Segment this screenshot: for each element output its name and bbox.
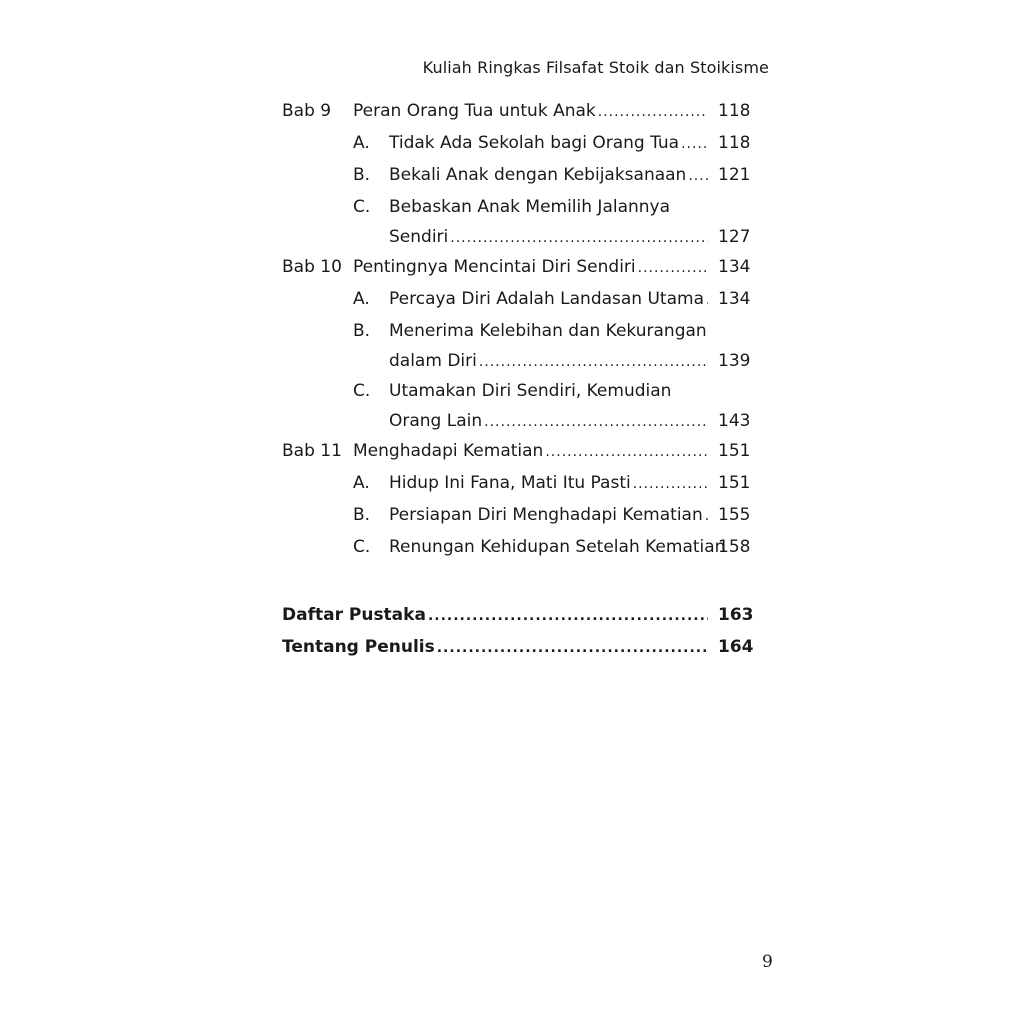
- section-title-line1: Menerima Kelebihan dan Kekurangan: [389, 321, 707, 341]
- section-letter: B.: [353, 165, 371, 185]
- chapter-title: Peran Orang Tua untuk Anak: [353, 101, 596, 121]
- dot-leader: [688, 163, 708, 189]
- page-number: 9: [762, 952, 773, 972]
- chapter-title: Menghadapi Kematian: [353, 441, 544, 461]
- toc-section-11b[interactable]: [282, 502, 756, 534]
- page-ref: 155: [718, 505, 751, 525]
- page-ref: 134: [718, 289, 751, 309]
- dot-leader: [705, 503, 708, 529]
- section-title-line1: Utamakan Diri Sendiri, Kemudian: [389, 381, 672, 401]
- section-title: Percaya Diri Adalah Landasan Utama: [389, 289, 704, 309]
- toc-section-9c[interactable]: [282, 194, 756, 254]
- toc-daftar-pustaka[interactable]: [282, 602, 756, 634]
- page-ref: 127: [718, 227, 751, 247]
- dot-leader: [450, 225, 708, 251]
- section-letter: A.: [353, 133, 370, 153]
- section-letter: A.: [353, 289, 370, 309]
- section-title-line1: Bebaskan Anak Memilih Jalannya: [389, 197, 671, 217]
- toc-section-11c[interactable]: [282, 534, 756, 566]
- section-letter: C.: [353, 197, 371, 217]
- page-ref: 151: [718, 473, 751, 493]
- page-ref: 143: [718, 411, 751, 431]
- section-title: Persiapan Diri Menghadapi Kematian: [389, 505, 703, 525]
- page-ref: 134: [718, 257, 751, 277]
- section-letter: C.: [353, 537, 371, 557]
- toc-tentang-penulis[interactable]: [282, 634, 756, 666]
- dot-leader: [633, 471, 708, 497]
- dot-leader: [545, 439, 708, 465]
- toc-section-11a[interactable]: [282, 470, 756, 502]
- section-title: Renungan Kehidupan Setelah Kematian: [389, 537, 726, 557]
- section-title: Bekali Anak dengan Kebijaksanaan: [389, 165, 687, 185]
- section-letter: C.: [353, 381, 371, 401]
- section-letter: B.: [353, 321, 371, 341]
- page-ref: 163: [718, 605, 754, 625]
- dot-leader: [484, 409, 708, 435]
- running-header: Kuliah Ringkas Filsafat Stoik dan Stoikisme: [422, 58, 769, 77]
- toc-section-10a[interactable]: [282, 286, 756, 318]
- dot-leader: [598, 99, 708, 125]
- page-ref: 151: [718, 441, 751, 461]
- page-ref: 118: [718, 101, 751, 121]
- dot-leader: [437, 635, 708, 661]
- section-title: Tidak Ada Sekolah bagi Orang Tua: [389, 133, 680, 153]
- section-letter: A.: [353, 473, 370, 493]
- toc-section-10c[interactable]: [282, 378, 756, 438]
- page-ref: 121: [718, 165, 751, 185]
- chapter-label: Bab 10: [282, 257, 342, 277]
- chapter-label: Bab 11: [282, 441, 342, 461]
- section-title: Hidup Ini Fana, Mati Itu Pasti: [389, 473, 631, 493]
- dot-leader: [681, 131, 708, 157]
- page-ref: 158: [718, 537, 751, 557]
- dot-leader: [428, 603, 708, 629]
- page-ref: 118: [718, 133, 751, 153]
- dot-leader: [706, 287, 708, 313]
- page-ref: 164: [718, 637, 754, 657]
- toc-chapter-9[interactable]: [282, 98, 756, 130]
- toc-section-9a[interactable]: [282, 130, 756, 162]
- table-of-contents: [282, 98, 756, 666]
- toc-chapter-10[interactable]: [282, 254, 756, 286]
- toc-section-9b[interactable]: [282, 162, 756, 194]
- chapter-title: Pentingnya Mencintai Diri Sendiri: [353, 257, 636, 277]
- dot-leader: [638, 255, 708, 281]
- back-matter-title: Tentang Penulis: [282, 637, 435, 657]
- dot-leader: [479, 349, 708, 375]
- chapter-label: Bab 9: [282, 101, 332, 121]
- section-letter: B.: [353, 505, 371, 525]
- toc-section-10b[interactable]: [282, 318, 756, 378]
- section-title-line2: Orang Lain: [389, 411, 483, 431]
- page-ref: 139: [718, 351, 751, 371]
- section-title-line2: Sendiri: [389, 227, 449, 247]
- section-spacer: [282, 566, 756, 602]
- toc-chapter-11[interactable]: [282, 438, 756, 470]
- back-matter-title: Daftar Pustaka: [282, 605, 426, 625]
- section-title-line2: dalam Diri: [389, 351, 477, 371]
